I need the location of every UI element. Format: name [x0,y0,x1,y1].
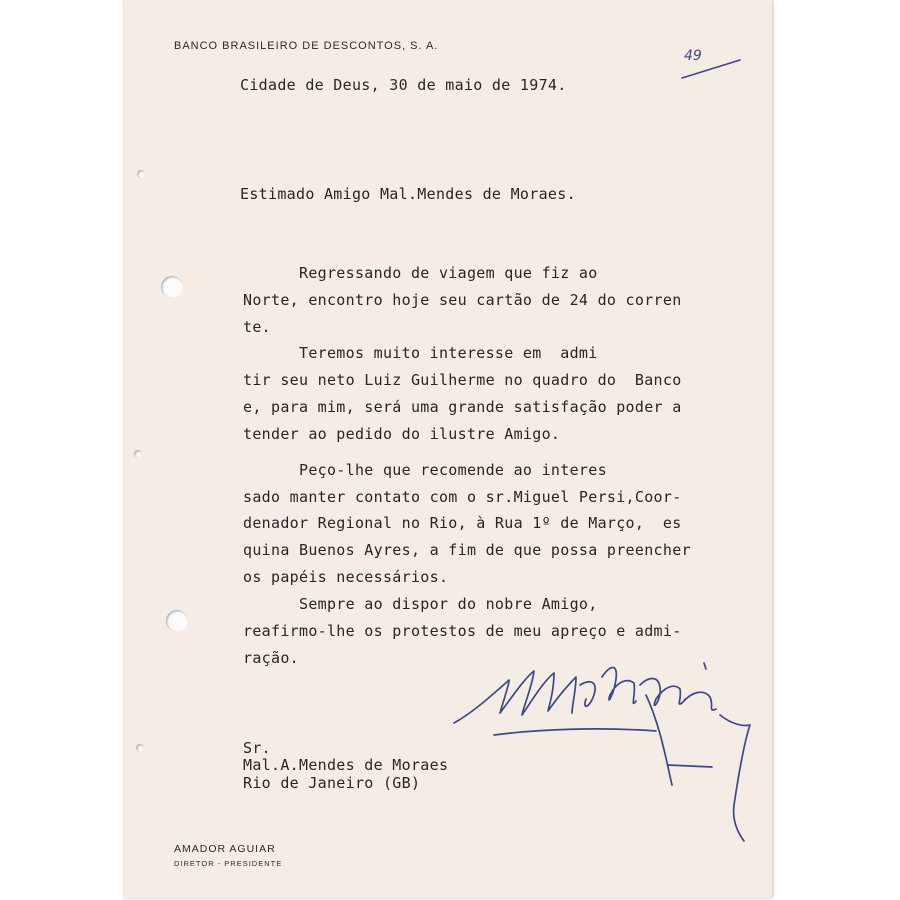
body-line: Peço-lhe que recomende ao interes [243,461,607,479]
salutation: Estimado Amigo Mal.Mendes de Moraes. [240,185,576,203]
body-line: os papéis necessários. [243,568,449,586]
margin-mark [134,450,142,458]
letterhead: BANCO BRASILEIRO DE DESCONTOS, S. A. [174,40,439,52]
folio-underline [680,56,744,82]
signer-title: DIRETOR - PRESIDENTE [174,859,283,868]
margin-mark [136,744,144,752]
body-line: tir seu neto Luiz Guilherme no quadro do Banco [243,371,682,389]
addressee-line: Rio de Janeiro (GB) [243,774,421,792]
folio-number: 49 [684,48,702,64]
body-line: tender ao pedido do ilustre Amigo. [243,425,561,443]
body-line: sado manter contato com o sr.Miguel Persi,Coor- [243,488,682,506]
body-line: ração. [243,649,299,667]
date-line: Cidade de Deus, 30 de maio de 1974. [240,76,567,94]
body-line: Regressando de viagem que fiz ao [243,264,598,282]
handwritten-signature [450,655,755,845]
body-line: quina Buenos Ayres, a fim de que possa preencher [243,541,691,559]
addressee-line: Mal.A.Mendes de Moraes [243,756,449,774]
body-line: te. [243,318,271,336]
body-line: Norte, encontro hoje seu cartão de 24 do corren [243,291,682,309]
margin-mark [137,170,145,178]
body-line: reafirmo-lhe os protestos de meu apreço e admi- [243,622,682,640]
punch-hole-bottom [166,610,188,632]
body-line: Teremos muito interesse em admi [243,344,598,362]
body-line: denador Regional no Rio, à Rua 1º de Março, es [243,514,682,532]
addressee-line: Sr. [243,739,271,757]
punch-hole-top [161,276,183,298]
body-line: Sempre ao dispor do nobre Amigo, [243,595,598,613]
body-line: e, para mim, será uma grande satisfação poder a [243,398,682,416]
signer-name: AMADOR AGUIAR [174,843,276,855]
